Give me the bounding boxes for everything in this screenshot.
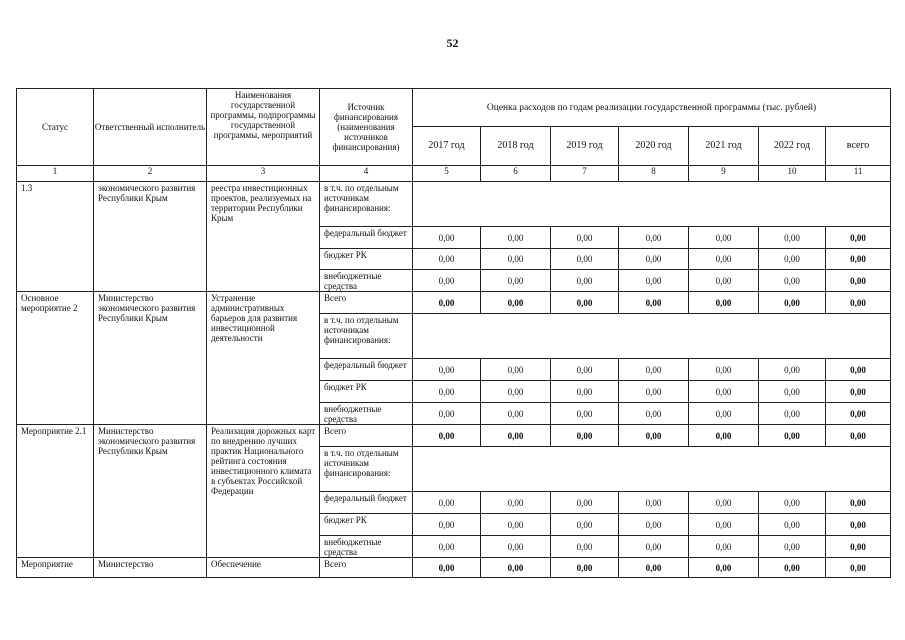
value-cell: 0,00: [551, 381, 619, 403]
source-extra: внебюджетные средства: [320, 270, 413, 292]
program-name-cell: реестра инвестиционных проектов, реализуемых на территории Республики Крым: [207, 182, 320, 292]
header-source: Источник финансирования (наименования источников финансирования): [320, 89, 413, 166]
value-cell: 0,00: [551, 425, 619, 447]
program-name-cell: Устранение административных барьеров для развития инвестиционной деятельности: [207, 292, 320, 425]
program-name-cell: Реализация дорожных карт по внедрению лучших практик Национального рейтинга состояния инвестиционного климата в субъектах Российской Федерации: [207, 425, 320, 558]
value-cell: 0,00: [759, 558, 826, 578]
source-incl: в т.ч. по отдельным источникам финансирования:: [320, 182, 413, 227]
value-cell: 0,00: [619, 558, 689, 578]
header-executor: Ответственный исполнитель: [94, 89, 207, 166]
source-federal: федеральный бюджет: [320, 227, 413, 249]
header-year-2019: 2019 год: [551, 127, 619, 166]
value-cell: 0,00: [413, 403, 481, 425]
value-cell: 0,00: [413, 359, 481, 381]
value-cell: 0,00: [619, 249, 689, 270]
source-rk: бюджет РК: [320, 381, 413, 403]
value-cell: 0,00: [481, 359, 551, 381]
budget-table: [16, 88, 891, 578]
total-cell: 0,00: [826, 359, 891, 381]
column-number: 8: [619, 166, 689, 182]
source-federal: федеральный бюджет: [320, 492, 413, 514]
executor-cell: Министерство экономического развития Республики Крым: [94, 425, 207, 558]
source-incl: в т.ч. по отдельным источникам финансирования:: [320, 447, 413, 492]
value-cell: 0,00: [689, 381, 759, 403]
value-cell: 0,00: [413, 381, 481, 403]
program-name-cell: Обеспечение: [207, 558, 320, 578]
value-cell: 0,00: [689, 492, 759, 514]
executor-cell: Министерство экономического развития Республики Крым: [94, 292, 207, 425]
value-cell: 0,00: [619, 381, 689, 403]
value-cell: 0,00: [689, 359, 759, 381]
value-cell: 0,00: [619, 403, 689, 425]
total-cell: 0,00: [826, 558, 891, 578]
total-cell: 0,00: [826, 249, 891, 270]
value-cell: 0,00: [481, 292, 551, 314]
column-number: 4: [320, 166, 413, 182]
total-cell: 0,00: [826, 381, 891, 403]
executor-cell: экономического развития Республики Крым: [94, 182, 207, 292]
header-year-2018: 2018 год: [481, 127, 551, 166]
value-cell: 0,00: [481, 270, 551, 292]
value-cell: 0,00: [619, 292, 689, 314]
value-cell: 0,00: [619, 270, 689, 292]
value-cell: 0,00: [619, 514, 689, 536]
value-cell: 0,00: [689, 558, 759, 578]
value-cell: 0,00: [759, 403, 826, 425]
header-year-2020: 2020 год: [619, 127, 689, 166]
value-cell: 0,00: [619, 359, 689, 381]
source-rk: бюджет РК: [320, 514, 413, 536]
value-cell: 0,00: [413, 292, 481, 314]
value-cell: 0,00: [759, 425, 826, 447]
value-cell: 0,00: [619, 227, 689, 249]
empty-values: [413, 447, 891, 492]
source-extra: внебюджетные средства: [320, 536, 413, 558]
header-status: Статус: [17, 89, 94, 166]
value-cell: 0,00: [619, 425, 689, 447]
value-cell: 0,00: [481, 536, 551, 558]
column-number: 1: [17, 166, 94, 182]
value-cell: 0,00: [689, 425, 759, 447]
table-row: [17, 182, 891, 227]
column-number: 7: [551, 166, 619, 182]
value-cell: 0,00: [481, 514, 551, 536]
source-incl: в т.ч. по отдельным источникам финансирования:: [320, 314, 413, 359]
value-cell: 0,00: [759, 514, 826, 536]
source-rk: бюджет РК: [320, 249, 413, 270]
value-cell: 0,00: [481, 492, 551, 514]
value-cell: 0,00: [689, 403, 759, 425]
value-cell: 0,00: [689, 514, 759, 536]
value-cell: 0,00: [551, 492, 619, 514]
total-cell: 0,00: [826, 270, 891, 292]
value-cell: 0,00: [551, 270, 619, 292]
source-federal: федеральный бюджет: [320, 359, 413, 381]
value-cell: 0,00: [481, 227, 551, 249]
value-cell: 0,00: [619, 536, 689, 558]
value-cell: 0,00: [413, 514, 481, 536]
value-cell: 0,00: [413, 492, 481, 514]
header-estimate: Оценка расходов по годам реализации государственной программы (тыс. рублей): [413, 89, 891, 127]
total-cell: 0,00: [826, 492, 891, 514]
column-numbers-row: [17, 166, 891, 182]
table-row: [17, 292, 891, 314]
value-cell: 0,00: [551, 292, 619, 314]
status-cell: Мероприятие: [17, 558, 94, 578]
total-cell: 0,00: [826, 227, 891, 249]
value-cell: 0,00: [759, 536, 826, 558]
value-cell: 0,00: [481, 249, 551, 270]
source-total: Всего: [320, 292, 413, 314]
value-cell: 0,00: [689, 227, 759, 249]
total-cell: 0,00: [826, 292, 891, 314]
value-cell: 0,00: [551, 558, 619, 578]
source-total: Всего: [320, 425, 413, 447]
value-cell: 0,00: [689, 249, 759, 270]
value-cell: 0,00: [551, 359, 619, 381]
value-cell: 0,00: [481, 381, 551, 403]
value-cell: 0,00: [759, 359, 826, 381]
column-number: 2: [94, 166, 207, 182]
value-cell: 0,00: [413, 270, 481, 292]
header-program-name: Наименования государственной программы, подпрограммы государственной программы, мероприятий: [207, 89, 320, 166]
value-cell: 0,00: [413, 227, 481, 249]
value-cell: 0,00: [619, 492, 689, 514]
table-row: [17, 558, 891, 578]
table-row: [17, 425, 891, 447]
source-total: Всего: [320, 558, 413, 578]
total-cell: 0,00: [826, 403, 891, 425]
column-number: 5: [413, 166, 481, 182]
value-cell: 0,00: [481, 425, 551, 447]
value-cell: 0,00: [413, 249, 481, 270]
value-cell: 0,00: [759, 249, 826, 270]
value-cell: 0,00: [551, 227, 619, 249]
status-cell: 1.3: [17, 182, 94, 292]
header-year-2017: 2017 год: [413, 127, 481, 166]
value-cell: 0,00: [689, 536, 759, 558]
value-cell: 0,00: [759, 492, 826, 514]
status-cell: Мероприятие 2.1: [17, 425, 94, 558]
value-cell: 0,00: [689, 270, 759, 292]
executor-cell: Министерство: [94, 558, 207, 578]
value-cell: 0,00: [481, 403, 551, 425]
total-cell: 0,00: [826, 536, 891, 558]
empty-values: [413, 314, 891, 359]
total-cell: 0,00: [826, 425, 891, 447]
value-cell: 0,00: [689, 292, 759, 314]
header-year-total: всего: [826, 127, 891, 166]
column-number: 6: [481, 166, 551, 182]
value-cell: 0,00: [413, 536, 481, 558]
column-number: 9: [689, 166, 759, 182]
value-cell: 0,00: [481, 558, 551, 578]
empty-values: [413, 182, 891, 227]
column-number: 10: [759, 166, 826, 182]
status-cell: Основное мероприятие 2: [17, 292, 94, 425]
column-number: 11: [826, 166, 891, 182]
value-cell: 0,00: [759, 381, 826, 403]
value-cell: 0,00: [413, 558, 481, 578]
page-number: 52: [446, 36, 459, 50]
column-number: 3: [207, 166, 320, 182]
value-cell: 0,00: [551, 536, 619, 558]
value-cell: 0,00: [413, 425, 481, 447]
value-cell: 0,00: [551, 514, 619, 536]
value-cell: 0,00: [551, 403, 619, 425]
value-cell: 0,00: [759, 292, 826, 314]
value-cell: 0,00: [759, 227, 826, 249]
value-cell: 0,00: [551, 249, 619, 270]
source-extra: внебюджетные средства: [320, 403, 413, 425]
header-year-2022: 2022 год: [759, 127, 826, 166]
value-cell: 0,00: [759, 270, 826, 292]
header-year-2021: 2021 год: [689, 127, 759, 166]
total-cell: 0,00: [826, 514, 891, 536]
